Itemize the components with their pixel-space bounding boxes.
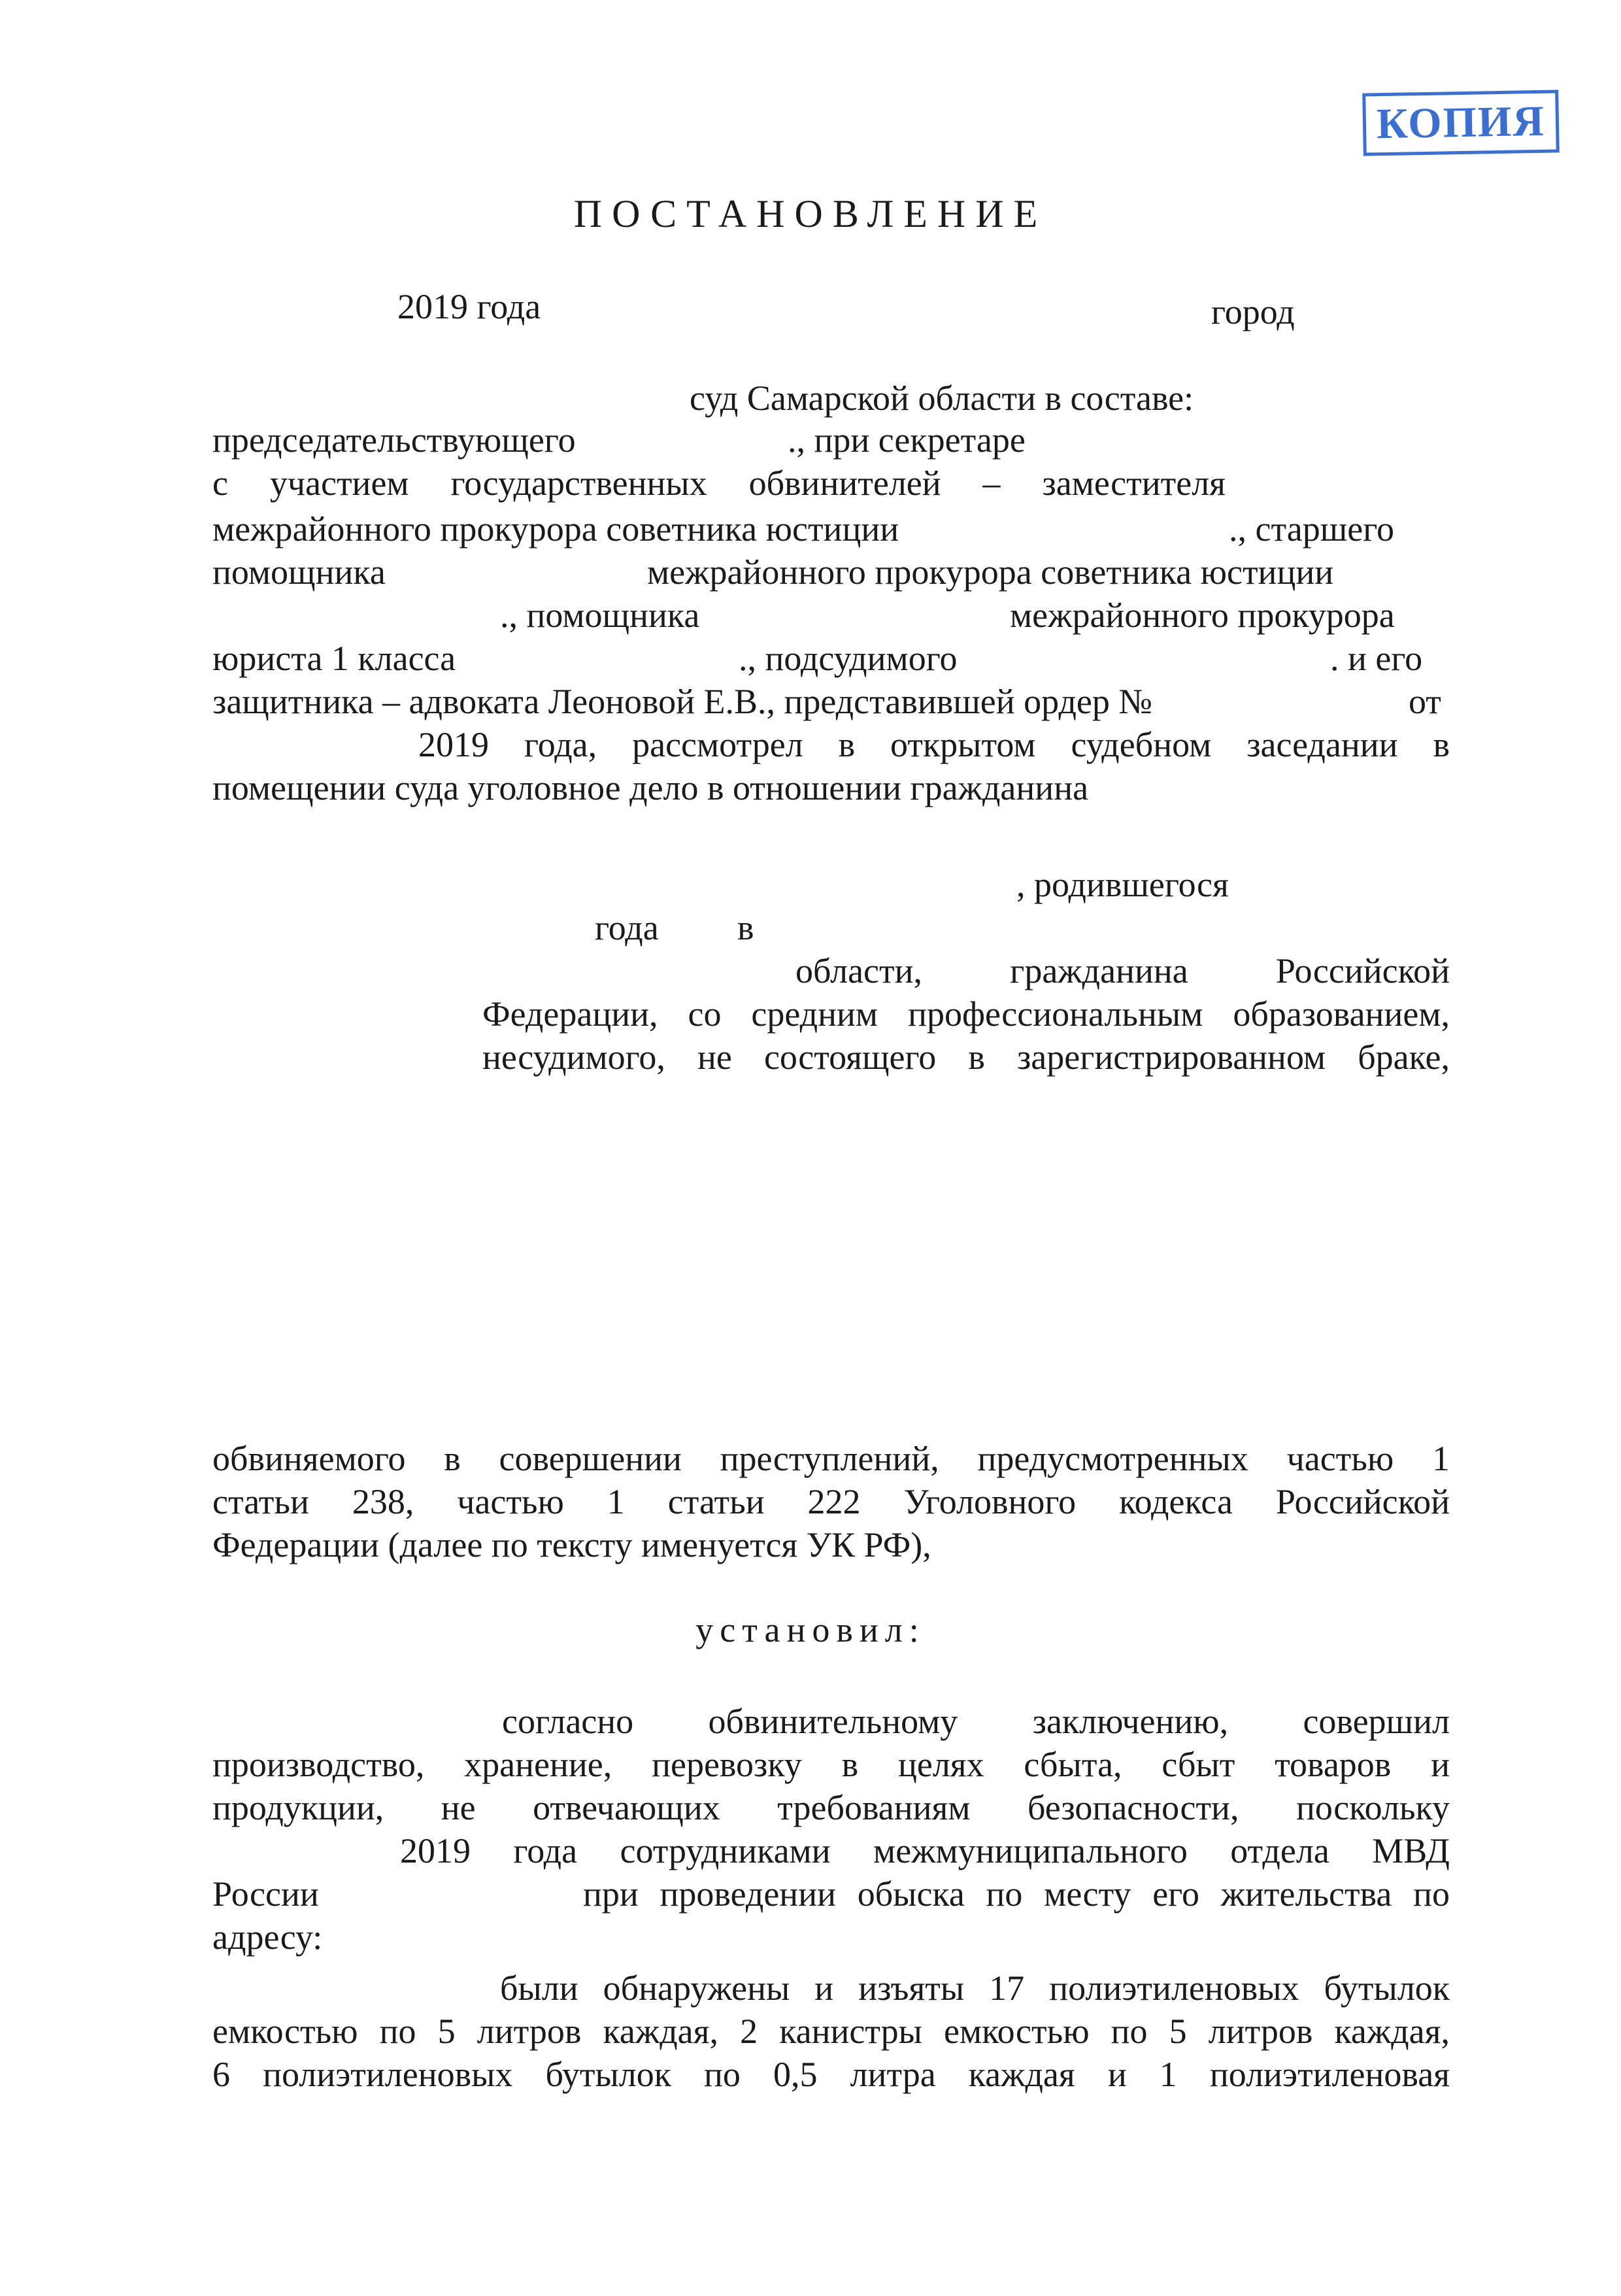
court-composition: суд Самарской области в составе: [690,379,1194,418]
lawyer-class-label: юриста 1 класса [212,639,456,678]
established-heading: установил: [695,1610,926,1649]
body-line-9: 6 полиэтиленовых бутылок по 0,5 литра каждая и 1 полиэтиленовая [212,2055,1450,2094]
charge-line-3: Федерации (далее по тексту именуется УК РФ), [212,1525,931,1564]
hearing-line: 2019 года, рассмотрел в открытом судебном заседании в [418,725,1450,764]
secretary-label: ., при секретаре [788,420,1026,460]
body-line-4: 2019 года сотрудниками межмуниципального отдела МВД [400,1831,1450,1870]
header-city: город [1211,292,1295,331]
body-line-7: были обнаружены и изъяты 17 полиэтиленовых бутылок [500,1968,1450,2008]
copy-stamp: КОПИЯ [1362,90,1560,156]
body-line-5a: России [212,1874,319,1914]
charge-line-1: обвиняемого в совершении преступлений, предусмотренных частью 1 [212,1439,1450,1478]
header-date: 2019 года [397,287,541,326]
assistant-label: помощника [212,552,386,592]
presiding-label: председательствующего [212,420,576,460]
education-line: Федерации, со средним профессиональным образованием, [482,994,1450,1034]
body-line-2: производство, хранение, перевозку в целях сбыта, сбыт товаров и [212,1745,1450,1784]
order-from-label: от [1409,682,1441,721]
document-title: ПОСТАНОВЛЕНИЕ [573,192,1048,235]
in-label: в [737,908,754,947]
body-line-6: адресу: [212,1917,323,1957]
defendant-label: ., подсудимого [739,639,958,678]
year-label: года [595,908,659,947]
body-line-1: согласно обвинительному заключению, совершил [502,1702,1450,1741]
case-line: помещении суда уголовное дело в отношении гражданина [212,768,1089,807]
assistant2-label: ., помощника [500,596,700,635]
assistant2-line: межрайонного прокурора [1010,596,1395,635]
prosecutors-line: с участием государственных обвинителей – заместителя [212,464,1226,503]
born-label: , родившегося [1016,865,1229,904]
and-his-label: . и его [1330,639,1423,678]
assistant-line: межрайонного прокурора советника юстиции [647,552,1334,592]
prosecutor-line-a: межрайонного прокурора советника юстиции [212,509,899,549]
body-line-5b: при проведении обыска по месту его жительства по [583,1874,1450,1914]
defender-line: защитника – адвоката Леоновой Е.В., представившей ордер № [212,682,1152,721]
prosecutor-line-b: ., старшего [1229,509,1395,549]
body-line-8: емкостью по 5 литров каждая, 2 канистры емкостью по 5 литров каждая, [212,2012,1450,2051]
marital-line: несудимого, не состоящего в зарегистрированном браке, [482,1038,1450,1077]
charge-line-2: статьи 238, частью 1 статьи 222 Уголовного кодекса Российской [212,1482,1450,1521]
citizenship-line: области, гражданина Российской [795,951,1450,990]
body-line-3: продукции, не отвечающих требованиям безопасности, поскольку [212,1788,1450,1827]
